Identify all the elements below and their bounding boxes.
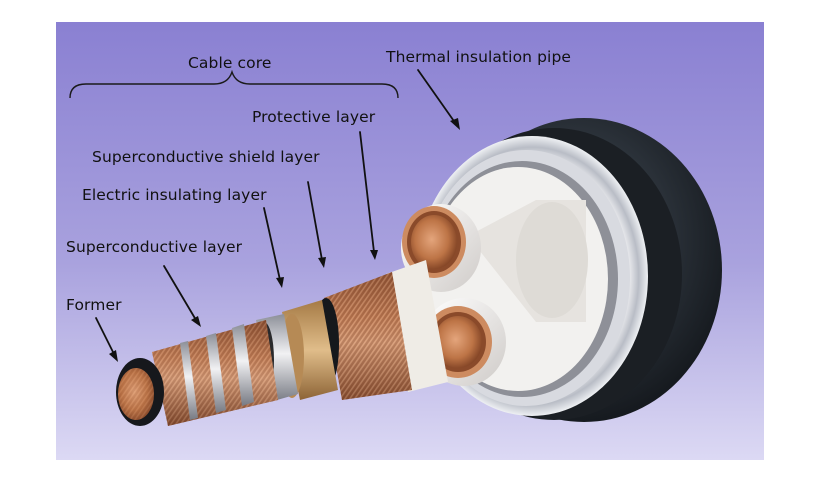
cable-figure xyxy=(56,22,764,460)
label-electric-insulating-layer: Electric insulating layer xyxy=(82,186,267,204)
label-superconductive-layer: Superconductive layer xyxy=(66,238,243,256)
label-cable-core: Cable core xyxy=(188,54,272,72)
label-superconductive-shield-layer: Superconductive shield layer xyxy=(92,148,320,166)
label-former: Former xyxy=(66,296,122,314)
label-protective-layer: Protective layer xyxy=(252,108,376,126)
label-thermal-insulation-pipe: Thermal insulation pipe xyxy=(386,48,572,66)
